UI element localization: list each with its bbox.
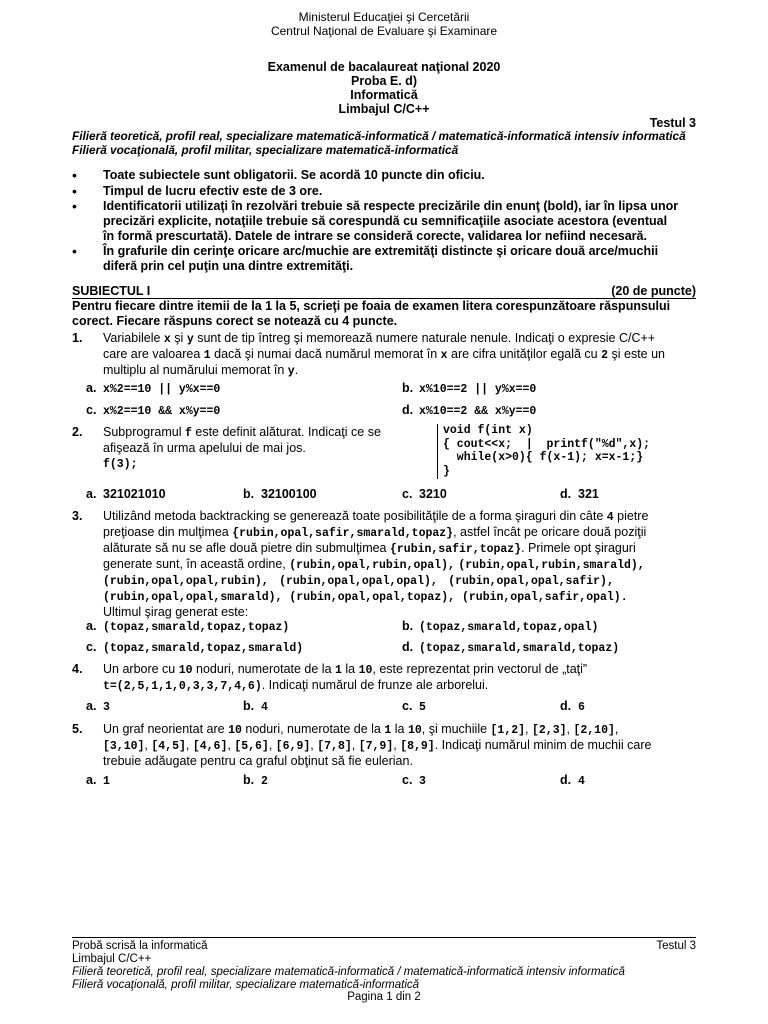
- page-number: Pagina 1 din 2: [347, 991, 421, 1003]
- question-number: 3.: [72, 509, 83, 523]
- instruction-4: În grafurile din cerinţe oricare arc/muchie are extremităţi distincte şi oricare două arce/muchii: [103, 244, 659, 258]
- instruction-1: Toate subiectele sunt obligatorii. Se acordă 10 puncte din oficiu.: [103, 168, 485, 182]
- question-number: 2.: [72, 425, 83, 439]
- option-d: d. x%10==2 && x%y==0: [402, 403, 537, 418]
- footer-exam: Probă scrisă la informatică: [72, 940, 208, 952]
- instruction-3: precizări explicite, notaţiile trebuie să corespundă cu semnificaţiile asociate acestora (eventual: [103, 214, 668, 228]
- footer-filiera-1: Filieră teoretică, profil real, specializare matematică-informatică / matematică-informatică intensiv informatică: [72, 966, 625, 978]
- exam-proba: Proba E. d): [351, 74, 417, 88]
- filiera-1: Filieră teoretică, profil real, specializare matematică-informatică / matematică-informatică intensiv informatică: [72, 129, 686, 143]
- instruction-2: Timpul de lucru efectiv este de 3 ore.: [103, 184, 323, 198]
- test-number: Testul 3: [649, 116, 696, 130]
- exam-language: Limbajul C/C++: [338, 102, 430, 116]
- question-text: Un graf neorientat are 10 noduri, numerotate de la 1 la 10, şi muchiile [1,2], [2,3], [2,10], [3,10], [4,5], [4,6], [5,6], [6,9], [7,8], [7,9], [8,9]. Indicaţi numărul minim de muchii care trebuie adăugate pentru ca graful obţinut să fie eulerian.: [103, 722, 652, 768]
- option-a: a. 321021010: [86, 487, 166, 501]
- option-d: d. (topaz,smarald,smarald,topaz): [402, 640, 620, 655]
- option-c: c. 3: [402, 773, 426, 788]
- option-a: a. 3: [86, 699, 110, 714]
- footer-language: Limbajul C/C++: [72, 953, 152, 965]
- section-intro: Pentru fiecare dintre itemii de la 1 la 5, scrieţi pe foaia de examen litera corespunzătoare răspunsului: [72, 299, 671, 313]
- option-d: d. 321: [560, 487, 599, 501]
- option-b: b. 2: [243, 773, 268, 788]
- option-d: d. 4: [560, 773, 585, 788]
- bullet-icon: •: [72, 198, 77, 214]
- option-c: c. 3210: [402, 487, 447, 501]
- option-a: a. x%2==10 || y%x==0: [86, 381, 221, 396]
- option-b: b. (topaz,smarald,topaz,opal): [402, 619, 599, 634]
- ministry-name: Ministerul Educaţiei şi Cercetării: [298, 10, 470, 24]
- exam-subject: Informatică: [350, 88, 418, 102]
- code-block: void f(int x) { cout<<x; | printf("%d",x); while(x>0){ f(x-1); x=x-1;} }: [443, 424, 651, 478]
- option-b: b. 32100100: [243, 487, 317, 501]
- option-c: c. x%2==10 && x%y==0: [86, 403, 221, 418]
- filiera-2: Filieră vocaţională, profil militar, specializare matematică-informatică: [72, 143, 459, 157]
- instruction-3: Identificatorii utilizaţi în rezolvări trebuie să respecte precizările din enunţ (bold), iar în lipsa unor: [103, 199, 679, 213]
- question-number: 1.: [72, 331, 83, 345]
- question-text: Un arbore cu 10 noduri, numerotate de la 1 la 10, este reprezentat prin vectorul de „taţi” t=(2,5,1,1,0,3,3,7,4,6). Indicaţi numărul de frunze ale arborelui.: [103, 662, 588, 693]
- bullet-icon: •: [72, 183, 77, 199]
- option-a: a. 1: [86, 773, 110, 788]
- option-c: c. 5: [402, 699, 426, 714]
- question-text: Variabilele x şi y sunt de tip întreg şi memorează numere naturale nenule. Indicaţi o expresie C/C++ care are valoarea 1 dacă şi numai dacă numărul memorat în x are cifra unităţilor egală cu 2 şi este un multiplu al numărului memorat în y.: [103, 331, 665, 378]
- footer-filiera-2: Filieră vocaţională, profil militar, specializare matematică-informatică: [72, 979, 420, 991]
- option-b: b. x%10==2 || y%x==0: [402, 381, 537, 396]
- option-b: b. 4: [243, 699, 268, 714]
- section-intro: corect. Fiecare răspuns corect se notează cu 4 puncte.: [72, 314, 398, 328]
- question-number: 4.: [72, 662, 83, 676]
- footer-divider: [72, 937, 696, 938]
- option-d: d. 6: [560, 699, 585, 714]
- exam-title: Examenul de bacalaureat naţional 2020: [267, 60, 501, 74]
- question-text: Subprogramul f este definit alăturat. Indicaţi ce se afişează în urma apelului de mai jos. f(3);: [103, 425, 381, 471]
- question-number: 5.: [72, 722, 83, 736]
- question-text: Utilizând metoda backtracking se generează toate posibilităţile de a forma şiraguri din câte 4 pietre preţioase din mulţimea {rubin,opal,safir,smarald,topaz}, astfel încât pe oricare două poziţii alăturate să nu se afle două pietre din submulţimea {rubin,safir,topaz}. Primele opt şiraguri generate sunt, în această ordine, (rubin,opal,rubin,opal), (rubin,opal,rubin,smarald), (rubin,opal,opal,rubin), (rubin,opal,opal,opal), (rubin,opal,opal,safir), (rubin,opal,opal,smarald), (rubin,opal,opal,topaz), (rubin,opal,safir,opal). Ultimul şirag generat este:: [103, 509, 649, 619]
- instruction-4: diferă prin cel puţin una dintre extremităţi.: [103, 259, 354, 273]
- bullet-icon: •: [72, 167, 77, 183]
- option-a: a. (topaz,smarald,topaz,topaz): [86, 619, 290, 634]
- center-name: Centrul Naţional de Evaluare şi Examinare: [270, 24, 498, 38]
- section-points: (20 de puncte): [611, 284, 696, 298]
- code-border: [437, 424, 438, 479]
- bullet-icon: •: [72, 243, 77, 259]
- footer-test: Testul 3: [656, 940, 696, 952]
- section-title: SUBIECTUL I: [72, 284, 151, 298]
- option-c: c. (topaz,smarald,topaz,smarald): [86, 640, 304, 655]
- instruction-3: în formă prescurtată). Datele de intrare se consideră corecte, validarea lor nefiind necesară.: [103, 229, 647, 243]
